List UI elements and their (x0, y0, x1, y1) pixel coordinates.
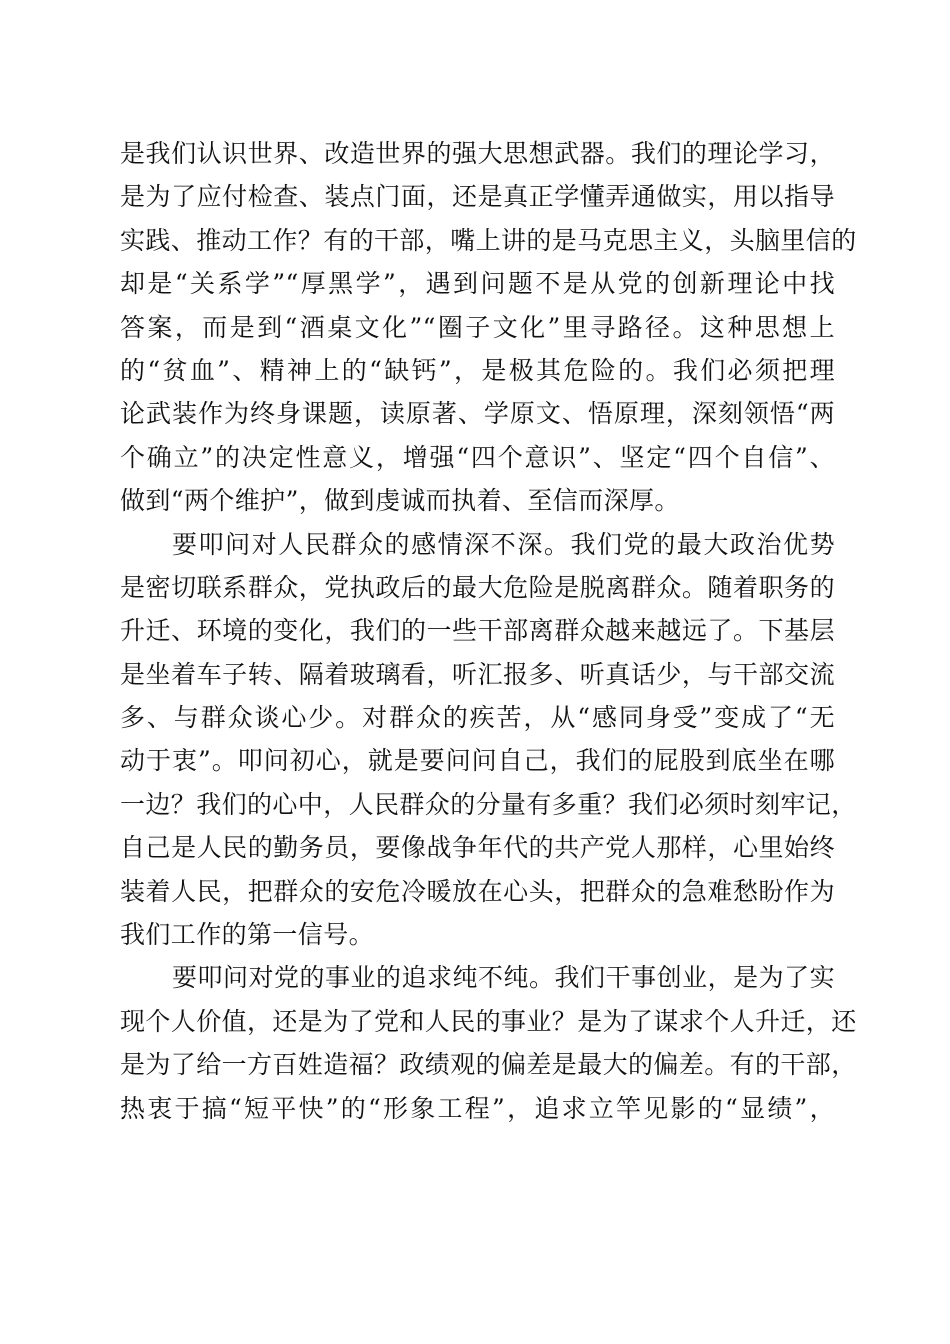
paragraph-line: 实践、推动工作？有的干部，嘴上讲的是马克思主义，头脑里信的 (120, 225, 857, 255)
paragraph-line: 论武装作为终身课题，读原著、学原文、悟原理，深刻领悟“两 (120, 399, 835, 429)
paragraph-line: 是我们认识世界、改造世界的强大思想武器。我们的理论学习， (120, 139, 835, 168)
paragraph-line: 现个人价值，还是为了党和人民的事业？是为了谋求个人升迁，还 (120, 1006, 857, 1036)
paragraph-line: 自己是人民的勤务员，要像战争年代的共产党人那样，心里始终 (120, 833, 835, 863)
paragraph-line: 是坐着车子转、隔着玻璃看，听汇报多、听真话少，与干部交流 (120, 659, 835, 689)
paragraph-line: 动于衷”。叩问初心，就是要问问自己，我们的屁股到底坐在哪 (120, 746, 835, 776)
paragraph-line: 是为了应付检查、装点门面，还是真正学懂弄通做实，用以指导 (120, 182, 835, 212)
paragraph-line: 多、与群众谈心少。对群众的疾苦，从“感同身受”变成了“无 (120, 703, 835, 733)
paragraph-2 (120, 523, 857, 957)
paragraph-line: 做到“两个维护”，做到虔诚而执着、至信而深厚。 (120, 486, 680, 516)
paragraph-line: 一边？我们的心中，人民群众的分量有多重？我们必须时刻牢记， (120, 789, 857, 819)
paragraph-line: 却是“关系学”“厚黑学”，遇到问题不是从党的创新理论中找 (120, 269, 835, 299)
paragraph-line: 个确立”的决定性意义，增强“四个意识”、坚定“四个自信”、 (120, 442, 835, 472)
paragraph-3 (120, 956, 857, 1130)
paragraph-line: 要叩问对党的事业的追求纯不纯。我们干事创业，是为了实 (172, 963, 835, 993)
paragraph-line: 升迁、环境的变化，我们的一些干部离群众越来越远了。下基层 (120, 616, 835, 646)
body-text (120, 132, 857, 1130)
paragraph-line: 的“贫血”、精神上的“缺钙”，是极其危险的。我们必须把理 (120, 355, 835, 385)
paragraph-line: 答案，而是到“酒桌文化”“圈子文化”里寻路径。这种思想上 (120, 312, 835, 342)
paragraph-line: 我们工作的第一信号。 (120, 920, 375, 950)
paragraph-line: 热衷于搞“短平快”的“形象工程”，追求立竿见影的“显绩”， (120, 1093, 835, 1123)
paragraph-line: 要叩问对人民群众的感情深不深。我们党的最大政治优势 (172, 529, 835, 559)
paragraph-line: 是密切联系群众，党执政后的最大危险是脱离群众。随着职务的 (120, 572, 835, 602)
paragraph-line: 装着人民，把群众的安危冷暖放在心头，把群众的急难愁盼作为 (120, 876, 835, 906)
paragraph-line: 是为了给一方百姓造福？政绩观的偏差是最大的偏差。有的干部， (120, 1050, 857, 1080)
paragraph-1 (120, 132, 857, 523)
